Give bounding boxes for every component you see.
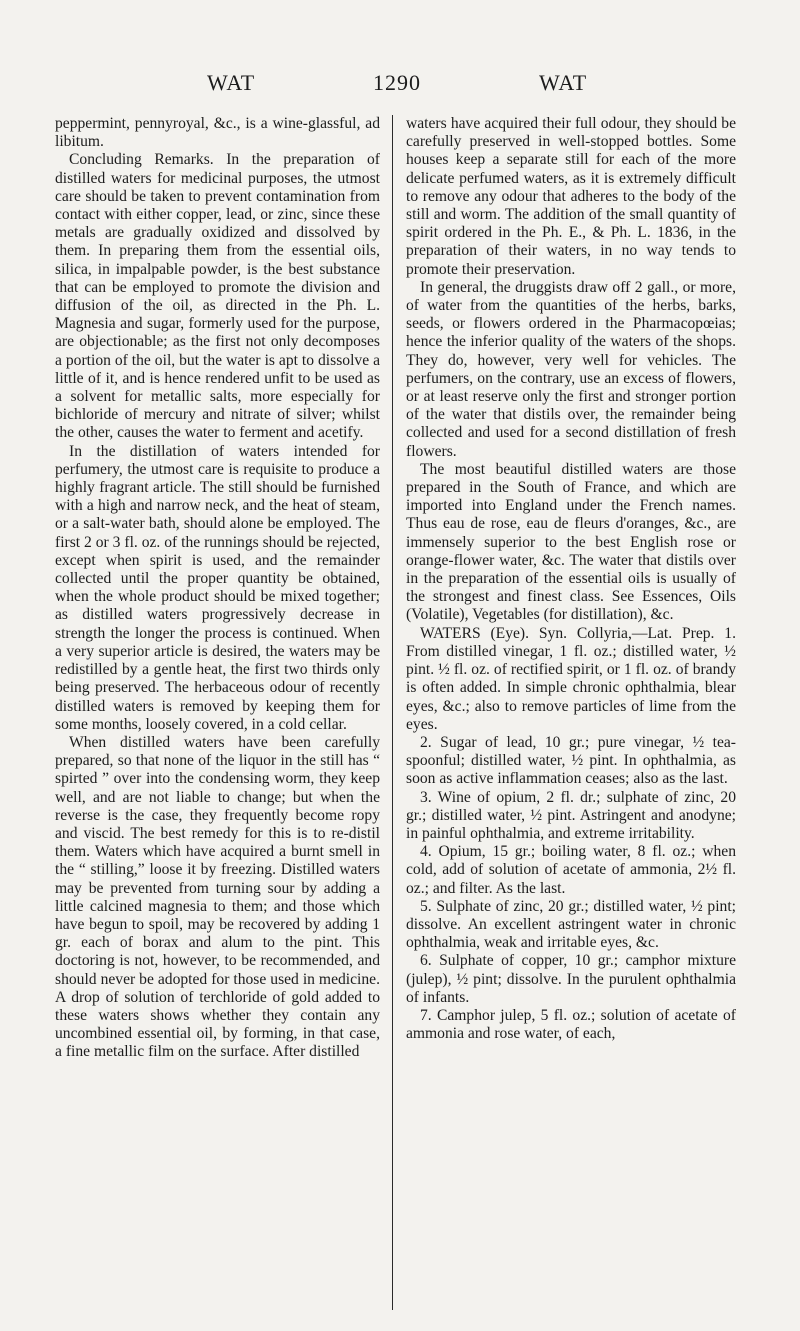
running-header — [0, 70, 800, 98]
paragraph: 3. Wine of opium, 2 fl. dr.; sulphate of zinc, 20 gr.; distilled water, ½ pint. Astringent and anodyne; in painful ophthalmia, and extreme irritability. — [406, 788, 736, 842]
paragraph: 4. Opium, 15 gr.; boiling water, 8 fl. oz.; when cold, add of solution of acetate of ammonia, 2½ fl. oz.; and filter. As the last. — [406, 843, 736, 897]
column-divider — [392, 115, 393, 1310]
right-column — [406, 115, 736, 1043]
paragraph: waters have acquired their full odour, they should be carefully preserved in well-stopped bottles. Some houses keep a separate still for each of the more delicate perfumed waters, as it is extremely difficult to remove any odour that adheres to the body of the still and worm. The addition of the small quantity of spirit ordered in the Ph. E., & Ph. L. 1836, in the preparation of their waters, in no way tends to promote their preservation. — [406, 115, 736, 278]
header-left-guideword: WAT — [207, 70, 256, 95]
paragraph: 2. Sugar of lead, 10 gr.; pure vinegar, ½ tea-spoonful; distilled water, ½ pint. In ophthalmia, as soon as active inflammation ceases; also as the last. — [406, 733, 736, 788]
entry-heading-paragraph: WATERS (Eye). Syn. Collyria,—Lat. Prep. 1. From distilled vinegar, 1 fl. oz.; distilled water, ½ pint. ½ fl. oz. of rectified spirit, or 1 fl. oz. of brandy is often added. In simple chronic ophthalmia, blear eyes, &c.; also to remove particles of lime from the eyes. — [406, 624, 736, 733]
paragraph: peppermint, pennyroyal, &c., is a wine-glassful, ad libitum. — [55, 115, 380, 151]
paragraph: When distilled waters have been carefully prepared, so that none of the liquor in the still has “ spirted ” over into the condensing worm, they keep well, and are not liable to change; but when the reverse is the case, they frequently become ropy and viscid. The best remedy for this is to re-distil them. Waters which have acquired a burnt smell in the “ stilling,” loose it by freezing. Distilled waters may be prevented from turning sour by adding a little calcined magnesia to them; and those which have begun to spoil, may be recovered by adding 1 gr. each of borax and alum to the pint. This doctoring is not, however, to be recommended, and should never be adopted for those used in medicine. A drop of solution of terchloride of gold added to these waters shows whether they contain any uncombined essential oil, by forming, in that case, a fine metallic film on the surface. After distilled — [55, 733, 380, 1061]
left-column — [55, 115, 380, 1062]
paragraph: Concluding Remarks. In the preparation of distilled waters for medicinal purposes, the utmost care should be taken to prevent contamination from contact with either copper, lead, or zinc, since these metals are gradually oxidized and dissolved by them. In preparing them from the essential oils, silica, in impalpable powder, is the best substance that can be employed to promote the division and diffusion of the oil, as directed in the Ph. L. Magnesia and sugar, formerly used for the purpose, are objectionable; as the first not only decomposes a portion of the oil, but the water is apt to dissolve a little of it, and is hence rendered unfit to be used as a solvent for metallic salts, more especially for bichloride of mercury and nitrate of silver; whilst the other, causes the water to ferment and acetify. — [55, 151, 380, 442]
paragraph: In the distillation of waters intended for perfumery, the utmost care is requisite to produce a highly fragrant article. The still should be furnished with a high and narrow neck, and the heat of steam, or a salt-water bath, should alone be employed. The first 2 or 3 fl. oz. of the runnings should be rejected, except when spirit is used, and the remainder collected until the proper quantity be obtained, when the whole product should be mixed together; as distilled waters progressively decrease in strength the longer the process is continued. When a very superior article is desired, the waters may be redistilled by a gentle heat, the first two thirds only being preserved. The herbaceous odour of recently distilled waters is removed by keeping them for some months, loosely covered, in a cold cellar. — [55, 442, 380, 733]
page-number: 1290 — [373, 70, 421, 95]
header-right-guideword: WAT — [539, 70, 588, 95]
paragraph: 5. Sulphate of zinc, 20 gr.; distilled water, ½ pint; dissolve. An excellent astringent water in chronic ophthalmia, weak and irritable eyes, &c. — [406, 897, 736, 952]
paragraph: In general, the druggists draw off 2 gall., or more, of water from the quantities of the herbs, barks, seeds, or flowers ordered in the Pharmacopœias; hence the inferior quality of the waters of the shops. They do, however, very well for vehicles. The perfumers, on the contrary, use an excess of flowers, or at least reserve only the first and stronger portion of the water that distils over, the remainder being collected and used for a second distillation of fresh flowers. — [406, 278, 736, 460]
paragraph: The most beautiful distilled waters are those prepared in the South of France, and which are imported into England under the French names. Thus eau de rose, eau de fleurs d'oranges, &c., are immensely superior to the best English rose or orange-flower water, &c. The water that distils over in the preparation of the essential oils is usually of the strongest and finest class. See Essences, Oils (Volatile), Vegetables (for distillation), &c. — [406, 460, 736, 624]
paragraph: 6. Sulphate of copper, 10 gr.; camphor mixture (julep), ½ pint; dissolve. In the purulent ophthalmia of infants. — [406, 952, 736, 1006]
paragraph: 7. Camphor julep, 5 fl. oz.; solution of acetate of ammonia and rose water, of each, — [406, 1006, 736, 1043]
